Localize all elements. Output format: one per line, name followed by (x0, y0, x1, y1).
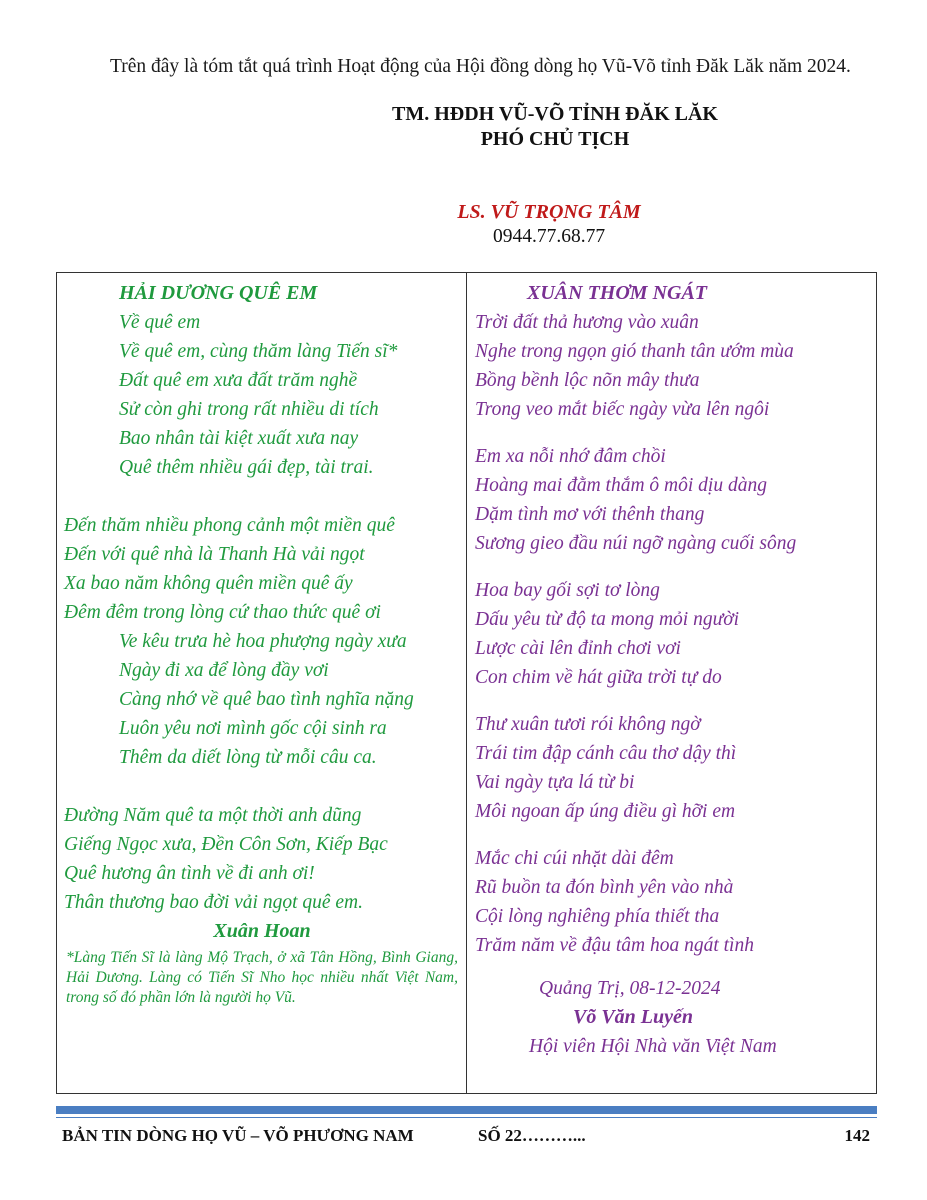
poem-line: Mắc chi cúi nhặt dài đêm (475, 848, 674, 869)
poem-line: Thêm da diết lòng từ mỗi câu ca. (119, 747, 377, 768)
poem-right-author: Võ Văn Luyến (573, 1006, 694, 1028)
poem-right-author-role: Hội viên Hội Nhà văn Việt Nam (529, 1036, 777, 1057)
poem-line: Lược cài lên đỉnh chơi vơi (475, 638, 681, 659)
poem-line: Sử còn ghi trong rất nhiều di tích (119, 399, 379, 420)
poem-line: Dặm tình mơ với thênh thang (475, 504, 705, 525)
poem-column-divider (466, 272, 467, 1094)
poem-line: Đất quê em xưa đất trăm nghề (119, 370, 358, 391)
poem-line: Đến với quê nhà là Thanh Hà vải ngọt (64, 544, 365, 565)
poem-line: Về quê em, cùng thăm làng Tiến sĩ* (119, 341, 398, 362)
intro-paragraph (62, 52, 870, 81)
poem-line: Bồng bềnh lộc nõn mây thưa (475, 370, 700, 391)
poem-line: Trăm năm về đậu tâm hoa ngát tình (475, 935, 754, 956)
poem-line: Đêm đêm trong lòng cứ thao thức quê ơi (64, 602, 381, 623)
page-footer (62, 1126, 870, 1150)
poem-line: Đường Năm quê ta một thời anh dũng (64, 805, 362, 826)
signer-phone: 0944.77.68.77 (492, 226, 606, 247)
poem-left-author: Xuân Hoan (213, 920, 311, 942)
poem-line: Thư xuân tươi rói không ngờ (475, 714, 701, 735)
poem-line: Trái tim đập cánh câu thơ dậy thì (475, 743, 737, 764)
poem-line: Về quê em (119, 312, 201, 333)
poem-right-title: XUÂN THƠM NGÁT (527, 282, 708, 304)
poem-line: Rũ buồn ta đón bình yên vào nhà (475, 877, 734, 898)
footer-rule-thin (56, 1117, 877, 1118)
poem-line: Đến thăm nhiều phong cảnh một miền quê (64, 515, 395, 536)
poem-line: Trong veo mắt biếc ngày vừa lên ngôi (475, 399, 770, 420)
intro-text: Trên đây là tóm tắt quá trình Hoạt động của Hội đồng dòng họ Vũ-Võ tỉnh Đăk Lăk năm 2024. (110, 56, 851, 77)
poem-line: Càng nhớ về quê bao tình nghĩa nặng (119, 689, 414, 710)
poem-line: Nghe trong ngọn gió thanh tân ướm mùa (475, 341, 794, 362)
poem-line: Ngày đi xa để lòng đầy vơi (119, 660, 329, 681)
poem-line: Môi ngoan ấp úng điều gì hỡi em (475, 801, 736, 822)
poem-line: Luôn yêu nơi mình gốc cội sinh ra (119, 718, 387, 739)
poem-line: Giếng Ngọc xưa, Đền Côn Sơn, Kiếp Bạc (64, 834, 388, 855)
footer-page-number: 142 (844, 1126, 870, 1145)
signer-name: LS. VŨ TRỌNG TÂM (457, 201, 641, 223)
poem-line: Thân thương bao đời vải ngọt quê em. (64, 892, 364, 913)
poem-line: Hoa bay gối sợi tơ lòng (475, 580, 660, 601)
poem-left-title: HẢI DƯƠNG QUÊ EM (119, 282, 318, 304)
signature-organization: TM. HĐDH VŨ-VÕ TỈNH ĐĂK LĂK (392, 103, 718, 125)
poem-line: Em xa nỗi nhớ đâm chồi (475, 446, 666, 467)
poem-line: Trời đất thả hương vào xuân (475, 312, 699, 333)
poem-line: Bao nhân tài kiệt xuất xưa nay (119, 428, 359, 449)
poem-line: Dấu yêu từ độ ta mong mỏi người (475, 609, 740, 630)
poem-right-column (475, 279, 871, 1061)
poem-right-place-date: Quảng Trị, 08-12-2024 (539, 978, 721, 999)
poem-line: Vai ngày tựa lá từ bi (475, 772, 635, 793)
poem-line: Con chim về hát giữa trời tự do (475, 667, 722, 688)
poem-line: Cội lòng nghiêng phía thiết tha (475, 906, 720, 927)
poem-line: Quê hương ân tình về đi anh ơi! (64, 863, 315, 884)
footer-publication: BẢN TIN DÒNG HỌ VŨ – VÕ PHƯƠNG NAM (62, 1126, 414, 1145)
poem-left-footnote: *Làng Tiến Sĩ là làng Mộ Trạch, ở xã Tân Hồng, Bình Giang, Hải Dương. Làng có Tiến Sĩ Nho học nhiều nhất Việt Nam, trong số đó phần lớn là người họ Vũ. (66, 949, 458, 1006)
footer-issue: SỐ 22………... (478, 1126, 586, 1145)
poem-line: Ve kêu trưa hè hoa phượng ngày xưa (119, 631, 407, 652)
footer-rule-thick (56, 1106, 877, 1114)
poem-line: Quê thêm nhiều gái đẹp, tài trai. (119, 457, 374, 478)
poem-line: Hoàng mai đằm thắm ô môi dịu dàng (475, 475, 767, 496)
poem-line: Sương gieo đầu núi ngỡ ngàng cuối sông (475, 533, 797, 554)
signature-position: PHÓ CHỦ TỊCH (480, 128, 630, 150)
poem-line: Xa bao năm không quên miền quê ấy (64, 573, 353, 594)
poem-left-column (64, 279, 460, 1008)
